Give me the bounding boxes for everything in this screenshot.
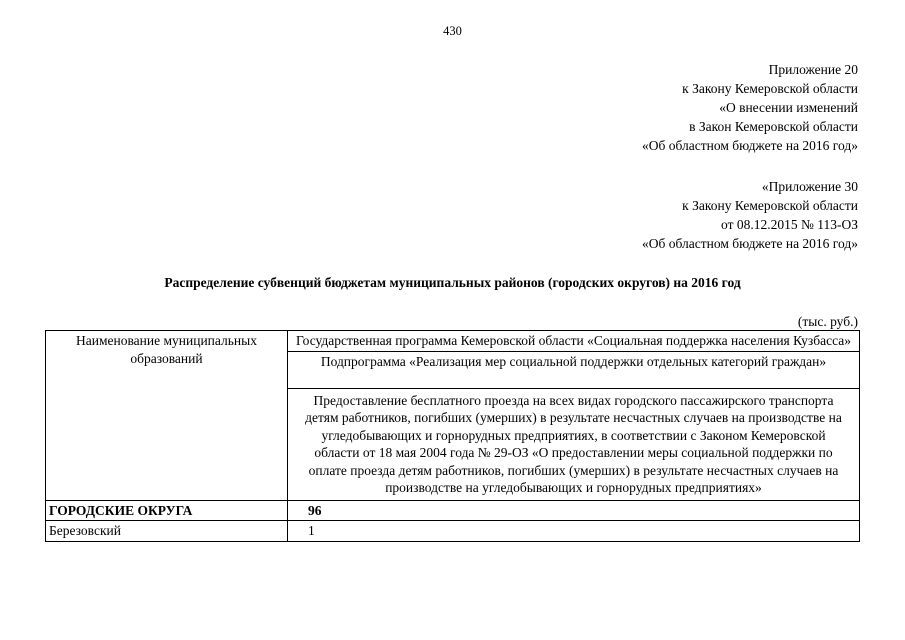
appendix-30-line: от 08.12.2015 № 113-ОЗ <box>721 217 858 232</box>
table-row <box>46 521 860 542</box>
header-program: Государственная программа Кемеровской области «Социальная поддержка населения Кузбасса» <box>288 331 860 352</box>
row-value: 96 <box>288 500 860 521</box>
page-number: 430 <box>443 24 462 38</box>
appendix-20-line: в Закон Кемеровской области <box>689 119 858 134</box>
appendix-20-header <box>642 60 858 155</box>
table-header-row <box>46 331 860 352</box>
header-municipality-name: Наименование муниципальных образований <box>46 331 288 501</box>
appendix-30-line: к Закону Кемеровской области <box>682 198 858 213</box>
table-row <box>46 500 860 521</box>
appendix-20-line: к Закону Кемеровской области <box>682 81 858 96</box>
appendix-30-header <box>642 177 858 253</box>
header-subprogram: Подпрограмма «Реализация мер социальной поддержки отдельных категорий граждан» <box>288 351 860 388</box>
appendix-30-line: «Приложение 30 <box>761 179 858 194</box>
row-value: 1 <box>288 521 860 542</box>
document-title: Распределение субвенций бюджетам муниципальных районов (городских округов) на 2016 год <box>164 275 741 290</box>
appendix-20-line: «Об областном бюджете на 2016 год» <box>642 138 858 153</box>
subvention-table <box>45 330 860 542</box>
row-name: ГОРОДСКИЕ ОКРУГА <box>46 500 288 521</box>
units-label: (тыс. руб.) <box>797 314 858 329</box>
header-measure: Предоставление бесплатного проезда на всех видах городского пассажирского транспорта детям работников, погибших (умерших) в результате несчастных случаев на производстве на угледобывающих и горнорудных предприятиях, в соответствии с Законом Кемеровской области от 18 мая 2004 года № 29-ОЗ «О предоставлении меры социальной поддержки по оплате проезда детям работников, погибших (умерших) в результате несчастных случаев на производстве на угледобывающих и горнорудных предприятиях» <box>288 388 860 500</box>
appendix-20-line: «О внесении изменений <box>719 100 858 115</box>
appendix-30-line: «Об областном бюджете на 2016 год» <box>642 236 858 251</box>
appendix-20-line: Приложение 20 <box>768 62 858 77</box>
row-name: Березовский <box>46 521 288 542</box>
